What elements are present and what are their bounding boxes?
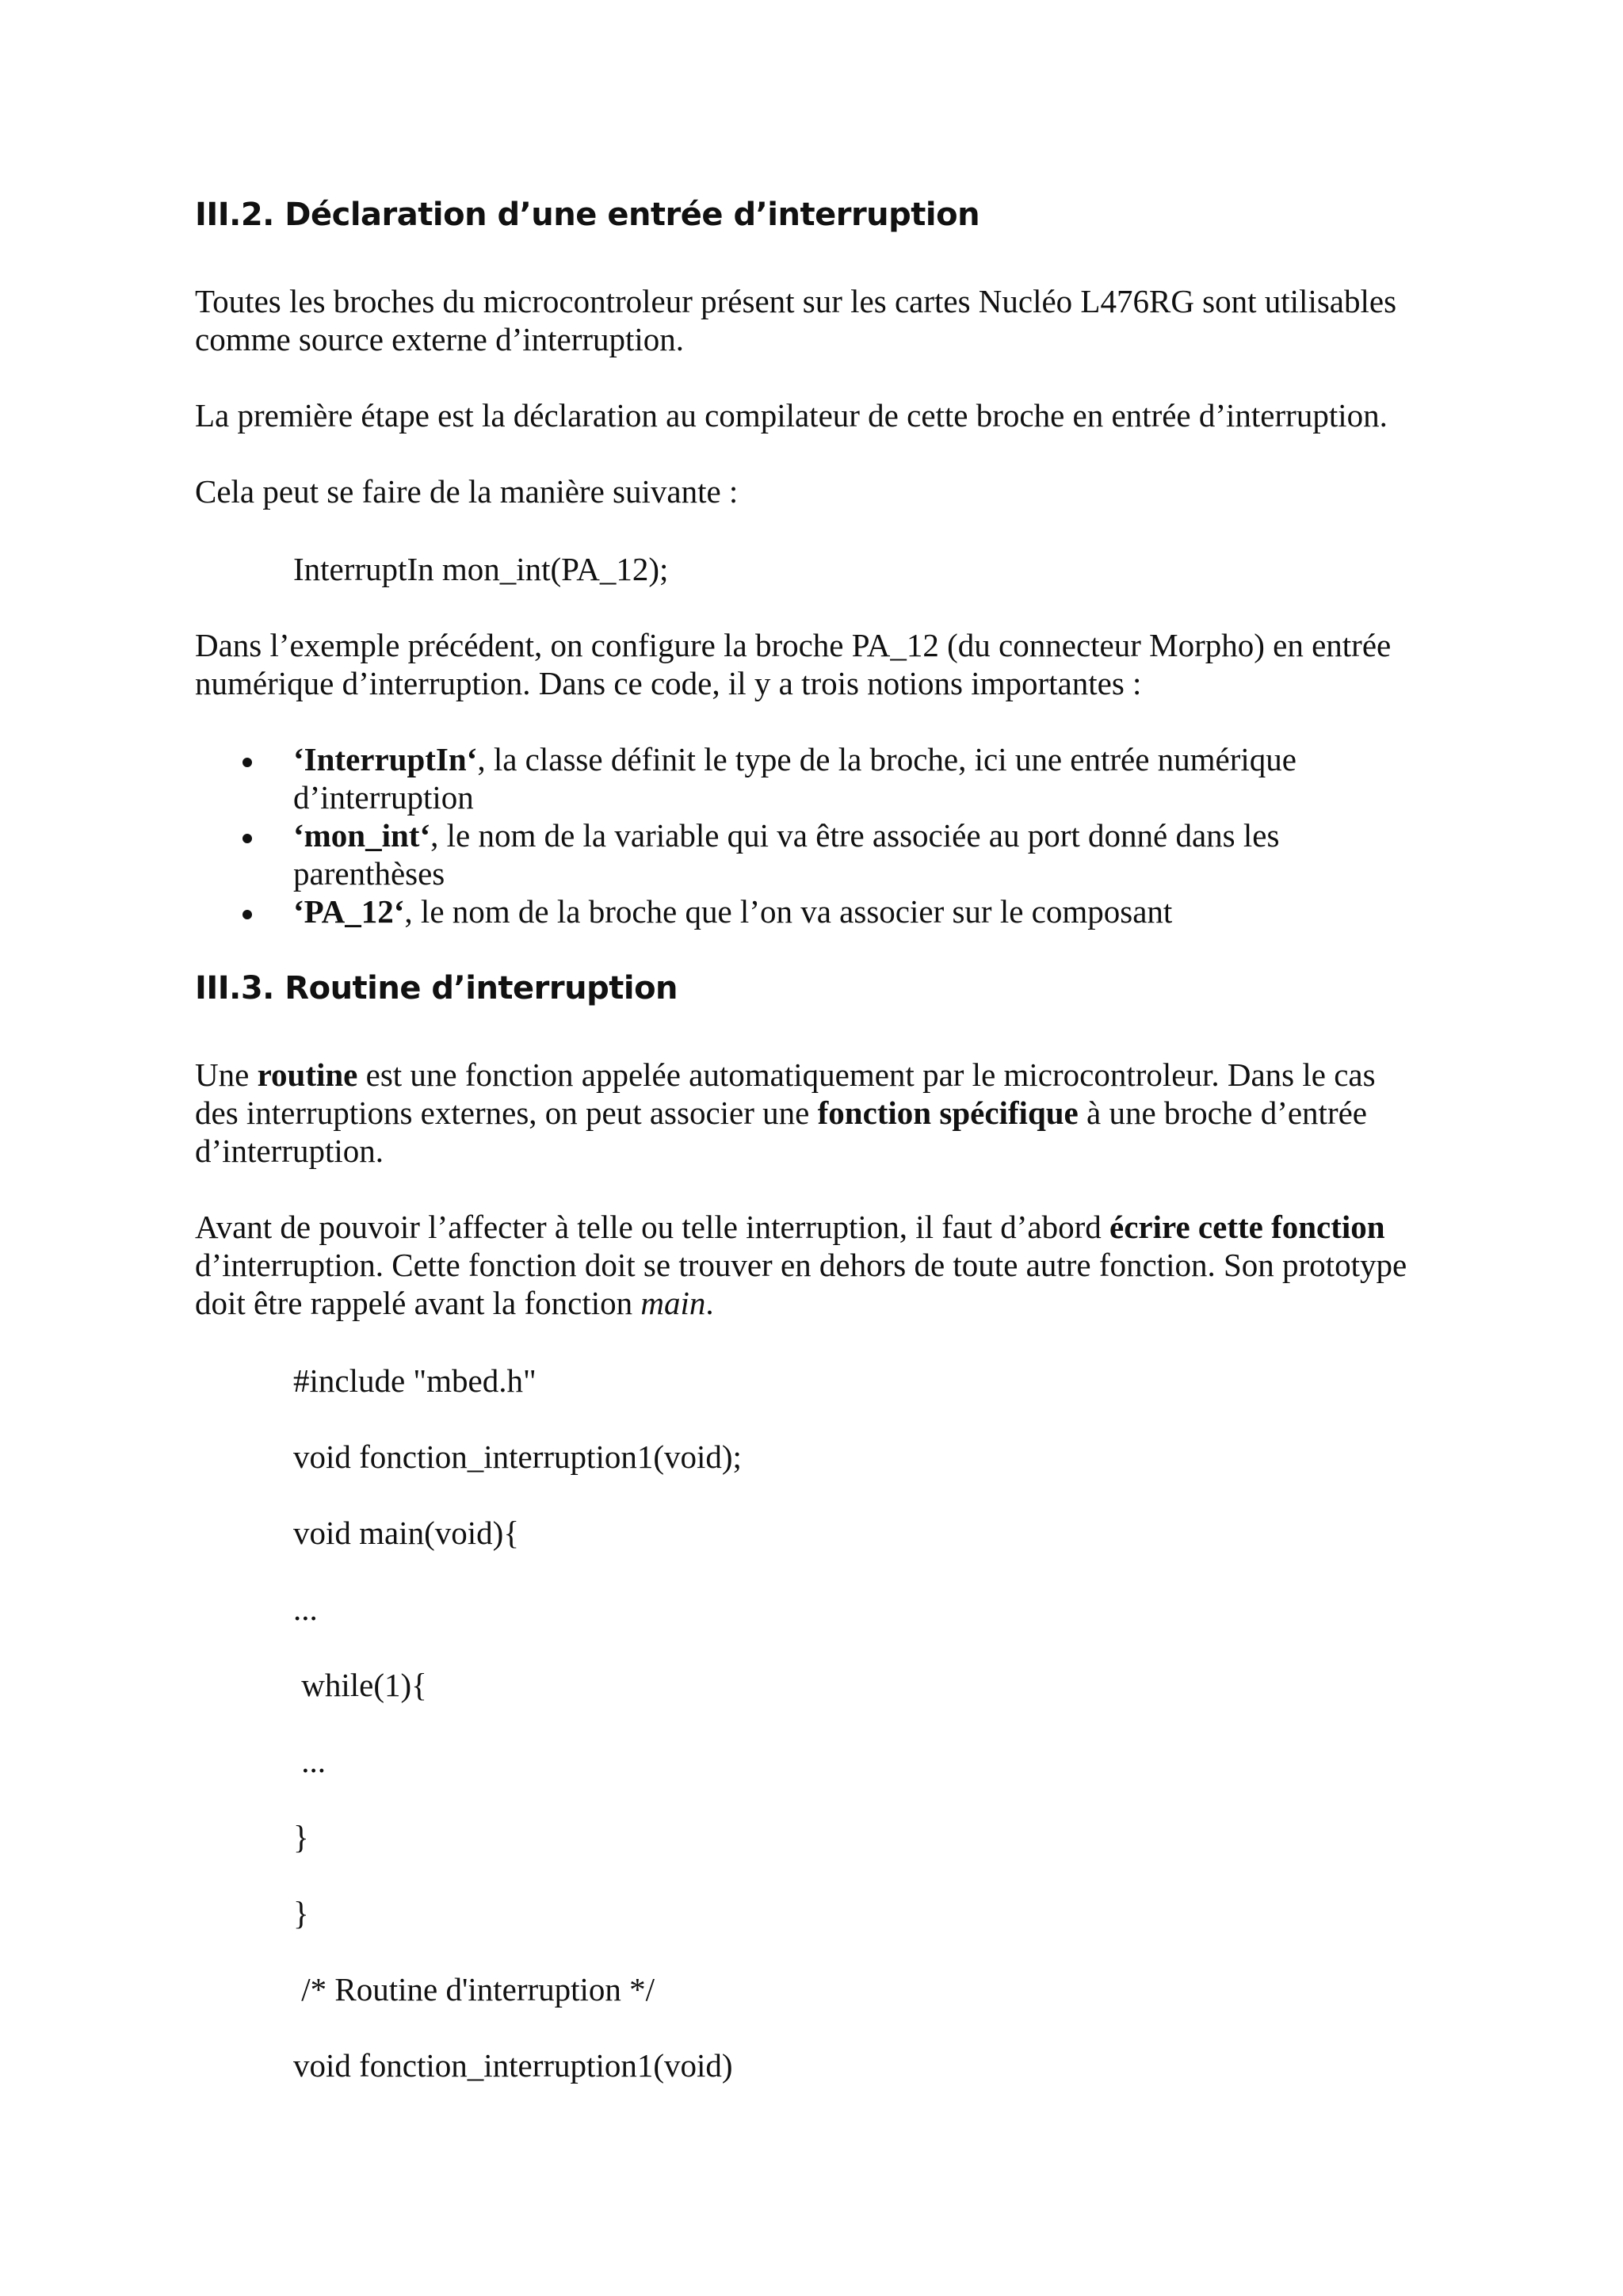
- emphasis-routine: routine: [257, 1056, 358, 1093]
- bullet-description: , le nom de la variable qui va être associée au port donné dans les: [430, 817, 1280, 854]
- paragraph-example-line-2: numérique d’interruption. Dans ce code, il y a trois notions importantes :: [195, 665, 1142, 701]
- bullet-dot-icon: [242, 834, 252, 843]
- code-line: void main(void){: [293, 1515, 519, 1551]
- paragraph-before-line-2: d’interruption. Cette fonction doit se trouver en dehors de toute autre fonction. Son prototype: [195, 1247, 1407, 1283]
- code-line: /* Routine d'interruption */: [293, 1971, 655, 2008]
- emphasis-main: main: [640, 1285, 706, 1321]
- paragraph-routine-line-2: des interruptions externes, on peut associer une fonction spécifique à une broche d’entrée: [195, 1095, 1368, 1131]
- paragraph-example-line-1: Dans l’exemple précédent, on configure la broche PA_12 (du connecteur Morpho) en entrée: [195, 627, 1392, 663]
- bullet-description-continued: d’interruption: [293, 779, 474, 816]
- code-line: ...: [293, 1591, 318, 1627]
- bullet-term: ‘PA_12‘: [293, 893, 405, 930]
- code-line: }: [293, 1819, 309, 1855]
- emphasis-specific-function: fonction spécifique: [817, 1095, 1079, 1131]
- code-line: void fonction_interruption1(void);: [293, 1438, 742, 1475]
- code-line: #include "mbed.h": [293, 1362, 537, 1399]
- section-heading-routine: III.3. Routine d’interruption: [195, 970, 678, 1007]
- paragraph-intro-line-2: comme source externe d’interruption.: [195, 321, 685, 357]
- code-line: }: [293, 1895, 309, 1931]
- paragraph-intro-line-1: Toutes les broches du microcontroleur présent sur les cartes Nucléo L476RG sont utilisables: [195, 283, 1397, 319]
- paragraph-manner: Cela peut se faire de la manière suivante :: [195, 473, 739, 510]
- bullet-description-continued: parenthèses: [293, 855, 445, 892]
- code-interruptin-declaration: InterruptIn mon_int(PA_12);: [293, 551, 669, 587]
- paragraph-routine-line-1: Une routine est une fonction appelée automatiquement par le microcontroleur. Dans le cas: [195, 1056, 1376, 1093]
- section-heading-declaration: III.2. Déclaration d’une entrée d’interruption: [195, 197, 980, 233]
- bullet-dot-icon: [242, 910, 252, 919]
- paragraph-before-line-3: doit être rappelé avant la fonction main.: [195, 1285, 714, 1321]
- paragraph-routine-line-3: d’interruption.: [195, 1133, 384, 1169]
- bullet-term: ‘InterruptIn‘: [293, 741, 478, 777]
- emphasis-write-function: écrire cette fonction: [1109, 1209, 1385, 1245]
- bullet-description: , le nom de la broche que l’on va associer sur le composant: [404, 893, 1173, 930]
- code-line: while(1){: [293, 1667, 427, 1703]
- bullet-description: , la classe définit le type de la broche, ici une entrée numérique: [477, 741, 1296, 777]
- paragraph-first-step: La première étape est la déclaration au compilateur de cette broche en entrée d’interruption.: [195, 397, 1388, 434]
- paragraph-before-line-1: Avant de pouvoir l’affecter à telle ou telle interruption, il faut d’abord écrire cette fonction: [195, 1209, 1385, 1245]
- code-line: void fonction_interruption1(void): [293, 2047, 733, 2084]
- code-line: ...: [293, 1743, 326, 1779]
- bullet-dot-icon: [242, 758, 252, 767]
- bullet-term: ‘mon_int‘: [293, 817, 431, 854]
